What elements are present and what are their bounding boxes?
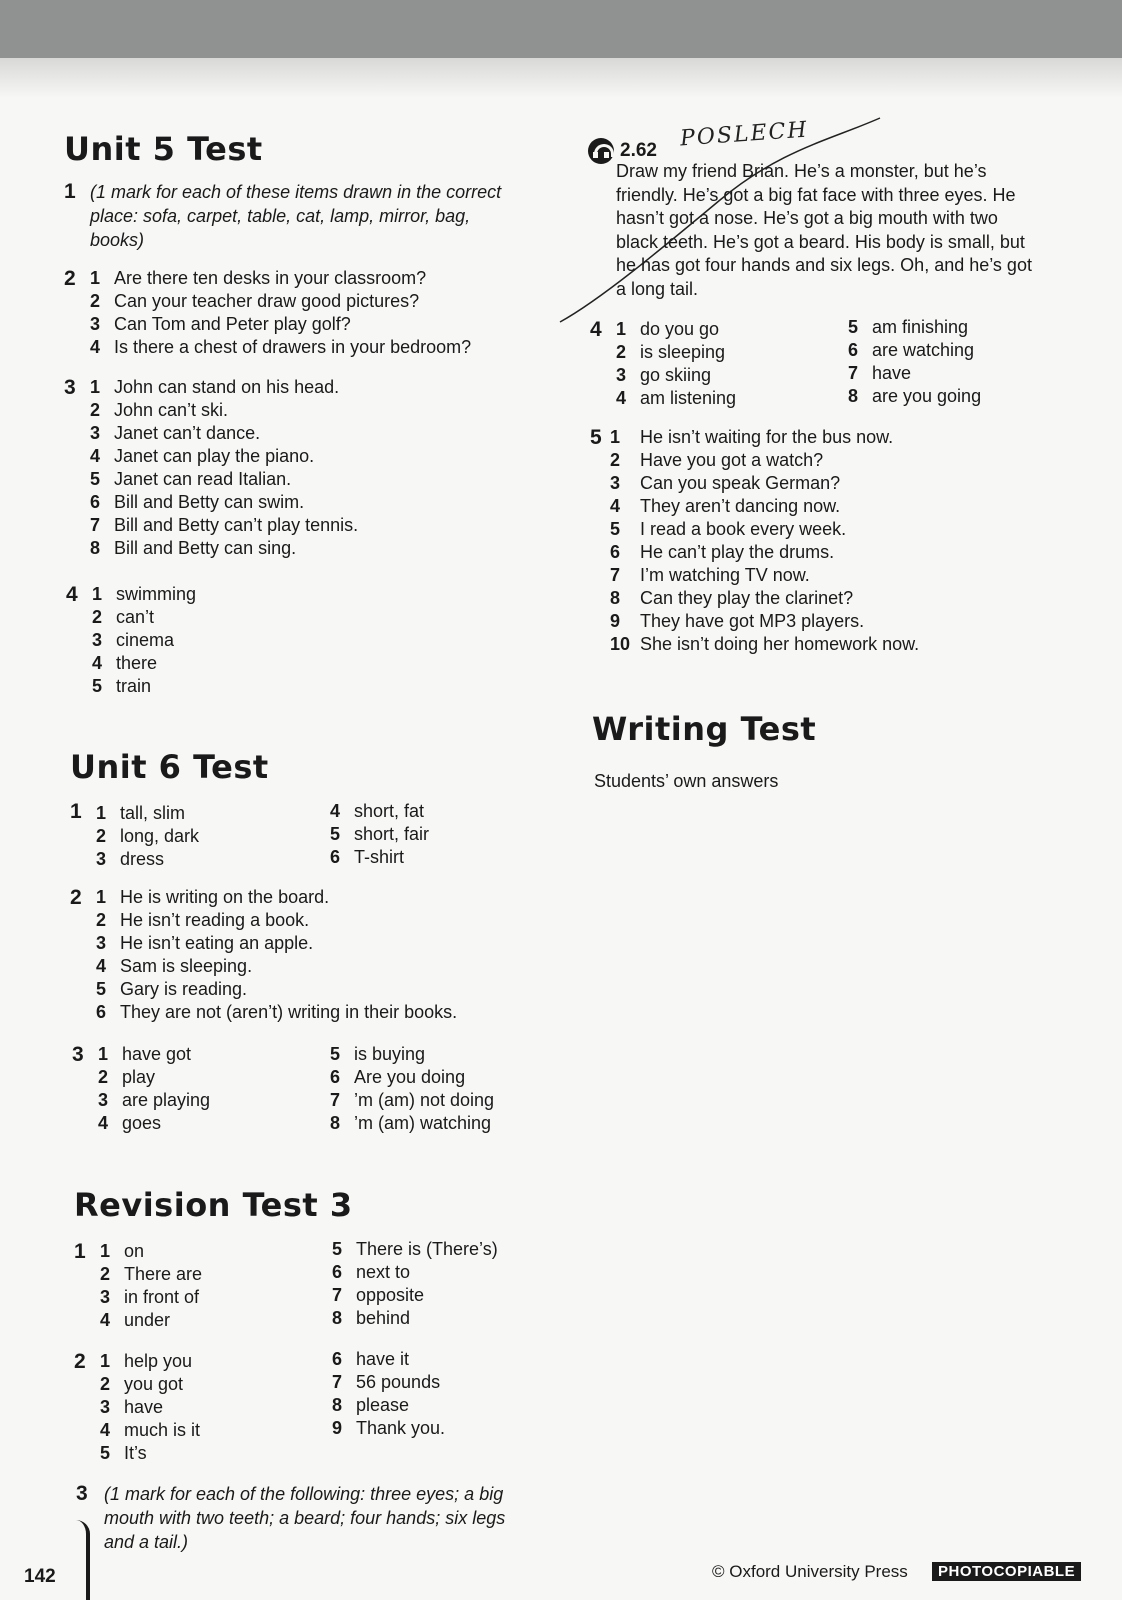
answer-item: 1 He is writing on the board. [96, 887, 330, 907]
audio-track-number: 2.62 [620, 140, 657, 161]
answer-item: 3 have [100, 1397, 164, 1417]
answer-item: 5 Gary is reading. [96, 979, 248, 999]
answer-item: 4 They aren’t dancing now. [610, 496, 841, 516]
handwritten-note: POSLECH [679, 117, 810, 152]
answer-item: 4 goes [98, 1113, 162, 1133]
transcript-line: he has got four hands and six legs. Oh, and he’s got [616, 255, 1032, 275]
answer-item: 7 ’m (am) not doing [330, 1090, 495, 1110]
answer-item: 4 Janet can play the piano. [90, 446, 315, 466]
answer-item: 2 is sleeping [616, 342, 726, 362]
writing-test-answer: Students’ own answers [594, 771, 779, 791]
answer-item: 4 short, fat [330, 801, 425, 821]
revision3-title: Revision Test 3 [74, 1186, 353, 1224]
answer-item: 5 It’s [100, 1443, 147, 1463]
exercise-number: 1 [70, 800, 82, 823]
answer-item: 8 behind [332, 1308, 411, 1328]
exercise-number: 1 [74, 1240, 86, 1263]
answer-item: 6 He can’t play the drums. [610, 542, 835, 562]
answer-item: 2 play [98, 1067, 156, 1087]
transcript-line: Draw my friend Brian. He’s a monster, but he’s [616, 161, 987, 181]
answer-item: 6 They are not (aren’t) writing in their books. [96, 1002, 458, 1022]
answer-item: 6 Bill and Betty can swim. [90, 492, 305, 512]
answer-item: 8 are you going [848, 386, 982, 406]
answer-item: 5 train [92, 676, 152, 696]
instruction-line: place: sofa, carpet, table, cat, lamp, mirror, bag, [90, 206, 471, 226]
photocopiable-badge: PHOTOCOPIABLE [932, 1562, 1081, 1581]
answer-item: 8 ’m (am) watching [330, 1113, 492, 1133]
exercise-number: 1 [64, 180, 76, 203]
page-bracket [74, 1520, 90, 1600]
answer-item: 2 long, dark [96, 826, 200, 846]
copyright-notice: © Oxford University Press [712, 1562, 908, 1581]
answer-item: 7 I’m watching TV now. [610, 565, 810, 585]
exercise-number: 2 [70, 886, 82, 909]
answer-item: 6 next to [332, 1262, 411, 1282]
answer-item: 4 am listening [616, 388, 737, 408]
answer-item: 9 Thank you. [332, 1418, 446, 1438]
answer-item: 2 There are [100, 1264, 203, 1284]
instruction-line: (1 mark for each of the following: three eyes; a big [104, 1484, 504, 1504]
answer-item: 1 tall, slim [96, 803, 186, 823]
answer-item: 1 Are there ten desks in your classroom? [90, 268, 427, 288]
answer-item: 4 under [100, 1310, 171, 1330]
instruction-line: mouth with two teeth; a beard; four hands; six legs [104, 1508, 506, 1528]
answer-item: 2 Have you got a watch? [610, 450, 824, 470]
answer-item: 3 Janet can’t dance. [90, 423, 261, 443]
answer-item: 6 Are you doing [330, 1067, 466, 1087]
answer-item: 5 am finishing [848, 317, 969, 337]
answer-item: 3 in front of [100, 1287, 200, 1307]
answer-item: 4 there [92, 653, 158, 673]
answer-item: 3 cinema [92, 630, 175, 650]
answer-item: 1 on [100, 1241, 145, 1261]
answer-item: 5 is buying [330, 1044, 426, 1064]
writing-test-title: Writing Test [592, 710, 817, 748]
answer-item: 3 dress [96, 849, 165, 869]
answer-item: 1 He isn’t waiting for the bus now. [610, 427, 894, 447]
unit5-title: Unit 5 Test [64, 130, 263, 168]
transcript-line: friendly. He’s got a big fat face with three eyes. He [616, 184, 1016, 205]
exercise-number: 2 [64, 267, 76, 290]
transcript-line: a long tail. [616, 278, 699, 299]
answer-item: 7 have [848, 363, 912, 383]
answer-item: 5 I read a book every week. [610, 519, 847, 539]
answer-item: 8 Can they play the clarinet? [610, 588, 854, 608]
answer-item: 6 have it [332, 1349, 410, 1369]
answer-item: 5 There is (There’s) [332, 1239, 498, 1259]
answer-item: 1 help you [100, 1351, 193, 1371]
transcript-line: black teeth. He’s got a beard. His body is small, but [616, 231, 1025, 252]
answer-item: 7 Bill and Betty can’t play tennis. [90, 515, 359, 535]
answer-item: 8 please [332, 1395, 410, 1415]
page-number: 142 [24, 1566, 56, 1587]
answer-item: 4 Sam is sleeping. [96, 956, 253, 976]
answer-item: 3 are playing [98, 1090, 211, 1110]
answer-item: 10 She isn’t doing her homework now. [610, 634, 920, 654]
exercise-number: 4 [66, 583, 78, 606]
answer-item: 2 John can’t ski. [90, 400, 229, 420]
answer-item: 2 you got [100, 1374, 184, 1394]
answer-item: 2 He isn’t reading a book. [96, 910, 310, 930]
answer-item: 3 Can you speak German? [610, 473, 841, 493]
answer-item: 2 Can your teacher draw good pictures? [90, 291, 420, 311]
answer-item: 1 John can stand on his head. [90, 377, 340, 397]
answer-item: 3 He isn’t eating an apple. [96, 933, 314, 953]
answer-item: 2 can’t [92, 607, 155, 627]
instruction-line: books) [90, 230, 145, 250]
exercise-number: 3 [76, 1482, 88, 1505]
answer-item: 7 opposite [332, 1285, 425, 1305]
exercise-number: 2 [74, 1350, 86, 1373]
answer-item: 5 Janet can read Italian. [90, 469, 292, 489]
revision3-ex3-instructions [104, 1482, 554, 1554]
unit6-title: Unit 6 Test [70, 748, 269, 786]
answer-item: 8 Bill and Betty can sing. [90, 538, 297, 558]
answer-item: 4 much is it [100, 1420, 201, 1440]
exercise-number: 4 [590, 318, 602, 341]
answer-item: 3 go skiing [616, 365, 712, 385]
instruction-line: and a tail.) [104, 1532, 189, 1552]
answer-item: 4 Is there a chest of drawers in your bedroom? [90, 337, 472, 357]
answer-item: 1 have got [98, 1044, 192, 1064]
instruction-line: (1 mark for each of these items drawn in the correct [90, 182, 502, 202]
answer-item: 6 T-shirt [330, 847, 405, 867]
answer-item: 6 are watching [848, 340, 975, 360]
answer-item: 9 They have got MP3 players. [610, 611, 865, 631]
answer-item: 3 Can Tom and Peter play golf? [90, 314, 351, 334]
exercise-number: 3 [64, 376, 76, 399]
exercise-number: 5 [590, 426, 602, 449]
transcript-line: hasn’t got a nose. He’s got a big mouth with two [616, 208, 998, 228]
answer-item: 1 do you go [616, 319, 720, 339]
answer-item: 1 swimming [92, 584, 197, 604]
exercise-number: 3 [72, 1043, 84, 1066]
answer-item: 5 short, fair [330, 824, 430, 844]
answer-item: 7 56 pounds [332, 1372, 441, 1392]
